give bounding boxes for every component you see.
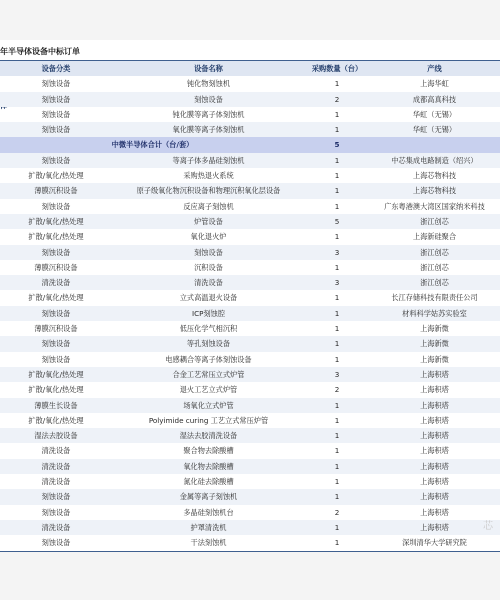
cell-production-line: 浙江创芯 [420, 216, 449, 226]
header-equipment-name: 设备名称 [194, 64, 223, 73]
cell-equipment-name: 原子级氧化物沉积设备和物理沉积氧化层设备 [136, 186, 281, 196]
cell-equipment-name: 钝化膜等离子体刻蚀机 [172, 109, 245, 119]
cell-quantity: 1 [334, 186, 340, 196]
table-header-row [0, 61, 500, 76]
cell-category: 扩散/氧化/热处理 [28, 216, 84, 226]
header-production-line: 产线 [427, 64, 442, 73]
table-row [0, 153, 500, 168]
cell-equipment-name: 刻蚀设备 [194, 247, 223, 257]
cell-quantity: 1 [334, 155, 340, 165]
cell-category: 刻蚀设备 [41, 201, 71, 211]
cell-category: 扩散/氧化/热处理 [28, 171, 84, 181]
cell-category: 刻蚀设备 [41, 94, 71, 104]
cell-category: 清洗设备 [41, 446, 71, 456]
cell-production-line: 长江存储科技有限责任公司 [391, 293, 478, 303]
cell-category: 扩散/氧化/热处理 [28, 385, 84, 395]
cell-equipment-name: 采购热退火系统 [183, 171, 234, 181]
cell-quantity: 1 [334, 262, 340, 272]
table-row [0, 214, 500, 229]
cell-category: 刻蚀设备 [41, 79, 71, 89]
table-row [0, 336, 500, 351]
cell-equipment-name: 炉管设备 [194, 216, 223, 226]
cell-category: 扩散/氧化/热处理 [28, 232, 84, 242]
table-row [0, 245, 500, 260]
table-row [0, 505, 500, 520]
cell-production-line: 上海积塔 [420, 492, 449, 502]
cell-production-line: 中芯集成电路制造（绍兴） [391, 155, 478, 165]
table-row [0, 306, 500, 321]
table-row [0, 367, 500, 382]
cell-equipment-name: 多晶硅刻蚀机台 [183, 507, 234, 517]
cell-equipment-name: Polyimide curing 工艺立式常压炉管 [148, 415, 269, 425]
cell-equipment-name: 沉积设备 [194, 262, 223, 272]
cell-production-line: 上海积塔 [420, 522, 449, 532]
table-row [0, 535, 500, 550]
cell-production-line: 上海积塔 [420, 415, 449, 425]
table-row [0, 413, 500, 428]
cell-production-line: 上海积塔 [420, 446, 449, 456]
table-row [0, 352, 500, 367]
table-row [0, 122, 500, 137]
cell-equipment-name: 护罩清洗机 [190, 522, 227, 532]
cell-equipment-name: 氮化硅去除酸槽 [183, 477, 234, 487]
cell-production-line: 广东粤港澳大湾区国家纳米科技 [384, 201, 485, 211]
cell-quantity: 2 [334, 385, 340, 395]
table-row [0, 474, 500, 489]
cell-equipment-name: 退火工艺立式炉管 [179, 385, 238, 395]
cell-production-line: 上海新微 [420, 324, 449, 334]
cell-quantity: 3 [334, 247, 340, 257]
cell-category: 扩散/氧化/热处理 [28, 293, 84, 303]
cell-equipment-name: 钝化物刻蚀机 [186, 79, 231, 89]
cell-quantity: 1 [334, 446, 340, 456]
table-row [0, 443, 500, 458]
cell-category: 刻蚀设备 [41, 492, 71, 502]
cell-category: 清洗设备 [41, 522, 71, 532]
table-row [0, 275, 500, 290]
cell-production-line: 上海积塔 [420, 400, 449, 410]
cell-equipment-name: 氧化膜等离子体刻蚀机 [172, 125, 245, 135]
cell-equipment-name: 低压化学气相沉积 [179, 324, 238, 334]
cell-category: 薄膜沉积设备 [34, 262, 78, 272]
cell-equipment-name: 合金工艺常压立式炉管 [172, 369, 245, 379]
table-row [0, 229, 500, 244]
cell-production-line: 材料科学姑苏实验室 [402, 308, 467, 318]
cell-quantity: 1 [334, 415, 340, 425]
table-row [0, 520, 500, 535]
cell-category: 刻蚀设备 [41, 507, 71, 517]
cell-quantity: 1 [334, 79, 340, 89]
cell-quantity: 1 [334, 324, 340, 334]
header-quantity: 采购数量（台） [311, 64, 363, 73]
table-row [0, 76, 500, 91]
cell-equipment-name: 湿法去胶清洗设备 [179, 431, 238, 441]
cell-quantity: 1 [334, 538, 340, 548]
table-row [0, 321, 500, 336]
cell-production-line: 上海积塔 [420, 385, 449, 395]
cell-production-line: 浙江创芯 [420, 247, 449, 257]
cell-production-line: 浙江创芯 [420, 262, 449, 272]
table-bottom-divider [0, 551, 500, 552]
cell-equipment-name: 氧化退火炉 [190, 232, 227, 242]
cell-production-line: 上海华虹 [420, 79, 449, 89]
subtotal-label: 中微半导体合计（台/套） [111, 140, 194, 150]
cell-quantity: 1 [334, 308, 340, 318]
cell-category: 清洗设备 [41, 278, 71, 288]
cell-production-line: 上海新微 [420, 354, 449, 364]
cell-production-line: 上海积塔 [420, 507, 449, 517]
cell-quantity: 1 [334, 125, 340, 135]
cell-equipment-name: ICP刻蚀腔 [191, 308, 226, 318]
cell-production-line: 上海积塔 [420, 369, 449, 379]
cell-production-line: 成都高真科技 [412, 94, 457, 104]
cell-quantity: 2 [334, 94, 340, 104]
cell-category: 薄膜沉积设备 [34, 186, 78, 196]
cell-quantity: 1 [334, 477, 340, 487]
table-title: 年半导体设备中标订单 [0, 47, 80, 56]
table-row [0, 382, 500, 397]
cell-quantity: 5 [334, 216, 340, 226]
cell-category: 刻蚀设备 [41, 538, 71, 548]
cell-quantity: 1 [334, 522, 340, 532]
cell-quantity: 1 [334, 431, 340, 441]
cell-quantity: 3 [334, 278, 340, 288]
cell-category: 刻蚀设备 [41, 354, 71, 364]
cell-category: 刻蚀设备 [41, 247, 71, 257]
table-row [0, 290, 500, 305]
cell-quantity: 1 [334, 400, 340, 410]
cell-production-line: 上海芯物科技 [412, 171, 457, 181]
cell-category: 清洗设备 [41, 477, 71, 487]
cell-equipment-name: 金属等离子刻蚀机 [179, 492, 238, 502]
cell-equipment-name: 电感耦合等离子体刻蚀设备 [165, 354, 252, 364]
table-row [0, 459, 500, 474]
cell-equipment-name: 等孔刻蚀设备 [186, 339, 231, 349]
cell-production-line: 浙江创芯 [420, 278, 449, 288]
table-row [0, 398, 500, 413]
cell-category: 刻蚀设备 [41, 339, 71, 349]
header-category: 设备分类 [41, 64, 71, 73]
cell-category: 刻蚀设备 [41, 308, 71, 318]
cell-category: 清洗设备 [41, 461, 71, 471]
cell-equipment-name: 干法刻蚀机 [190, 538, 227, 548]
cell-equipment-name: 氧化物去除酸槽 [183, 461, 234, 471]
cell-category: 刻蚀设备 [41, 125, 71, 135]
cell-category: 扩散/氧化/热处理 [28, 415, 84, 425]
cell-category: 薄膜生长设备 [34, 400, 78, 410]
cell-quantity: 2 [334, 507, 340, 517]
table-row [0, 183, 500, 198]
subtotal-quantity: 5 [334, 140, 340, 150]
watermark-logo: 芯 [483, 521, 494, 532]
cell-quantity: 1 [334, 232, 340, 242]
cell-equipment-name: 聚合物去除酸槽 [183, 446, 234, 456]
cell-quantity: 1 [334, 293, 340, 303]
cell-production-line: 上海积塔 [420, 477, 449, 487]
cell-quantity: 1 [334, 109, 340, 119]
cell-equipment-name: 刻蚀设备 [194, 94, 223, 104]
cell-quantity: 1 [334, 171, 340, 181]
cell-production-line: 上海芯物科技 [412, 186, 457, 196]
cell-category: 扩散/氧化/热处理 [28, 369, 84, 379]
table-row [0, 168, 500, 183]
cell-category: 湿法去胶设备 [34, 431, 78, 441]
table-row [0, 260, 500, 275]
cell-quantity: 1 [334, 201, 340, 211]
cell-category: 刻蚀设备 [41, 155, 71, 165]
cell-quantity: 1 [334, 461, 340, 471]
cell-equipment-name: 场氧化立式炉管 [183, 400, 234, 410]
table-row [0, 107, 500, 122]
cell-quantity: 1 [334, 339, 340, 349]
cell-production-line: 上海积塔 [420, 461, 449, 471]
cell-equipment-name: 反应离子刻蚀机 [183, 201, 234, 211]
cell-equipment-name: 清洗设备 [194, 278, 223, 288]
cell-quantity: 1 [334, 492, 340, 502]
cell-category: 刻蚀设备 [41, 109, 71, 119]
bid-order-table [0, 61, 500, 551]
table-row [0, 428, 500, 443]
cell-equipment-name: 立式高温退火设备 [179, 293, 238, 303]
cell-quantity: 1 [334, 354, 340, 364]
cell-production-line: 上海新微 [420, 339, 449, 349]
cell-production-line: 深圳清华大学研究院 [402, 538, 467, 548]
cell-category: 薄膜沉积设备 [34, 324, 78, 334]
cell-production-line: 华虹（无锡） [412, 125, 457, 135]
cell-equipment-name: 等离子体多晶硅刻蚀机 [172, 155, 245, 165]
table-row [0, 489, 500, 504]
table-row [0, 92, 500, 107]
subtotal-row [0, 137, 500, 152]
cell-production-line: 上海新硅聚合 [412, 232, 457, 242]
table-row [0, 199, 500, 214]
cell-production-line: 上海积塔 [420, 431, 449, 441]
cell-quantity: 3 [334, 369, 340, 379]
cell-production-line: 华虹（无锡） [412, 109, 457, 119]
